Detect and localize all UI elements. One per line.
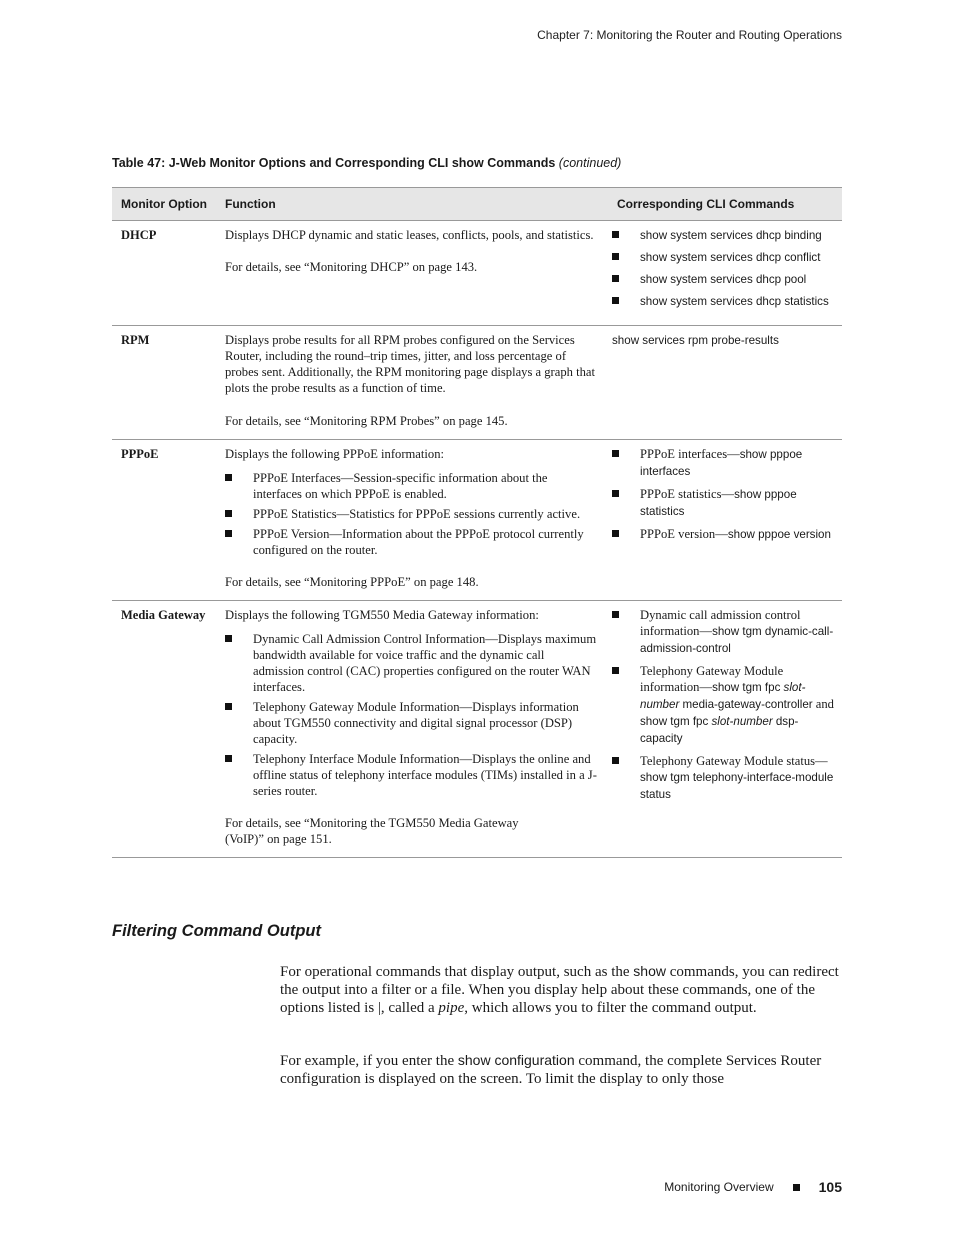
cli-argument: slot-number — [711, 715, 773, 728]
cli-argument: slot-number — [640, 681, 806, 711]
column-header-monitor-option: Monitor Option — [112, 188, 218, 221]
paragraph-text: , which allows you to filter the command output. — [464, 1000, 757, 1016]
square-bullet-icon — [612, 231, 619, 238]
list-item — [612, 753, 840, 803]
cli-command: show pppoe statistics — [640, 488, 797, 518]
function-description: Displays the following TGM550 Media Gateway information: — [225, 608, 539, 622]
list-item — [612, 663, 840, 747]
conjunction-text: and — [815, 697, 834, 711]
list-item — [612, 249, 840, 266]
cli-cell — [607, 221, 842, 326]
square-bullet-icon — [612, 667, 619, 674]
list-item — [612, 271, 840, 288]
table-caption-title: Table 47: J-Web Monitor Options and Corresponding CLI show Commands — [112, 156, 556, 170]
cli-command: show system services dhcp binding — [640, 229, 822, 242]
list-item-text: Dynamic Call Admission Control Information—Displays maximum bandwidth available for voice traffic and the dynamic call admission control (CAC) properties configured on the router WAN interfaces. — [253, 632, 597, 694]
list-item-text: Telephony Gateway Module information— — [640, 664, 784, 694]
table-caption — [112, 156, 621, 170]
footer-section-name: Monitoring Overview — [664, 1180, 774, 1194]
cli-list — [612, 607, 840, 803]
list-item — [612, 607, 840, 657]
square-bullet-icon — [225, 474, 232, 481]
cli-command: show pppoe interfaces — [640, 448, 803, 478]
square-bullet-icon — [612, 275, 619, 282]
list-item — [225, 699, 597, 747]
cli-command: show tgm telephony-interface-module status — [640, 771, 834, 801]
function-cell — [218, 440, 607, 601]
list-item — [612, 293, 840, 310]
square-bullet-icon — [793, 1184, 800, 1191]
cli-command: show system services dhcp pool — [640, 273, 807, 286]
paragraph-text: For operational commands that display output, such as the — [280, 964, 630, 980]
square-bullet-icon — [225, 510, 232, 517]
square-bullet-icon — [225, 530, 232, 537]
list-item — [225, 751, 597, 799]
monitor-option-cell: Media Gateway — [112, 601, 218, 858]
list-item — [612, 526, 840, 543]
square-bullet-icon — [612, 450, 619, 457]
list-item — [225, 526, 597, 558]
square-bullet-icon — [225, 703, 232, 710]
list-item-text: PPPoE version— — [640, 527, 728, 541]
function-cell — [218, 601, 607, 858]
paragraph-text: For example, if you enter the — [280, 1053, 455, 1069]
details-reference: For details, see “Monitoring RPM Probes” on page 145. — [225, 414, 508, 428]
list-item — [225, 506, 597, 522]
function-bullet-list — [225, 631, 597, 799]
cli-command: show tgm dynamic-call-admission-control — [640, 625, 834, 655]
square-bullet-icon — [612, 490, 619, 497]
list-item-text: PPPoE Interfaces—Session-specific information about the interfaces on which PPPoE is enabled. — [253, 471, 548, 501]
cli-command: show tgm fpc — [712, 681, 781, 694]
monitor-option-cell: RPM — [112, 326, 218, 440]
list-item-text: PPPoE Version—Information about the PPPoE protocol currently configured on the router. — [253, 527, 584, 557]
emphasis-text: pipe — [438, 1000, 465, 1016]
inline-command: show — [633, 963, 666, 979]
page-number: 105 — [818, 1179, 842, 1195]
running-header: Chapter 7: Monitoring the Router and Routing Operations — [537, 28, 842, 42]
cli-command: show tgm fpc — [640, 715, 709, 728]
column-header-function: Function — [218, 188, 607, 221]
list-item-text: Telephony Gateway Module status— — [640, 754, 828, 768]
square-bullet-icon — [612, 253, 619, 260]
list-item-text: PPPoE statistics— — [640, 487, 735, 501]
column-header-cli-commands: Corresponding CLI Commands — [607, 188, 842, 221]
cli-command: dsp-capacity — [640, 715, 799, 745]
cli-command: show system services dhcp conflict — [640, 251, 821, 264]
monitor-option-cell: PPPoE — [112, 440, 218, 601]
cli-list — [612, 227, 840, 310]
list-item — [225, 631, 597, 695]
section-heading: Filtering Command Output — [112, 922, 321, 940]
body-paragraph-1 — [280, 962, 846, 1017]
square-bullet-icon — [612, 611, 619, 618]
details-reference: For details, see “Monitoring the TGM550 Media Gateway (VoIP)” on page 151. — [225, 816, 519, 846]
function-description: Displays DHCP dynamic and static leases, conflicts, pools, and statistics. — [225, 228, 594, 242]
cli-list — [612, 446, 840, 543]
square-bullet-icon — [225, 635, 232, 642]
function-description: Displays probe results for all RPM probes configured on the Services Router, including the round–trip times, jitter, and loss percentage of probes sent. Additionally, the RPM monitoring page displays a graph that plots the probe results as a function of time. — [225, 333, 595, 395]
inline-command: show configuration — [457, 1052, 575, 1068]
table-header-row — [112, 188, 842, 221]
monitor-options-table — [112, 187, 842, 858]
cli-command: show pppoe version — [727, 528, 831, 541]
cli-command: media-gateway-controller — [682, 698, 813, 711]
cli-cell — [607, 601, 842, 858]
details-reference: For details, see “Monitoring DHCP” on page 143. — [225, 260, 478, 274]
cli-command: show services rpm probe-results — [612, 334, 779, 347]
square-bullet-icon — [612, 757, 619, 764]
function-cell — [218, 326, 607, 440]
list-item-text: Telephony Interface Module Information—Displays the online and offline status of telephony interface modules (TIMs) installed in a J-series router. — [253, 752, 597, 798]
details-reference: For details, see “Monitoring PPPoE” on page 148. — [225, 575, 479, 589]
table-row-dhcp — [112, 221, 842, 326]
cli-cell — [607, 326, 842, 440]
list-item-text: PPPoE Statistics—Statistics for PPPoE sessions currently active. — [253, 507, 581, 521]
list-item-text: Telephony Gateway Module Information—Displays information about TGM550 connectivity and digital signal processor (DSP) capacity. — [253, 700, 579, 746]
body-paragraph-2 — [280, 1051, 846, 1088]
list-item — [612, 227, 840, 244]
square-bullet-icon — [612, 530, 619, 537]
table-row-pppoe — [112, 440, 842, 601]
list-item-text: Dynamic call admission control information— — [640, 608, 801, 638]
table-row-media-gateway — [112, 601, 842, 858]
paragraph-text: command, the complete Services Router configuration is displayed on the screen. To limit the display to only those — [280, 1053, 822, 1087]
list-item — [612, 446, 840, 480]
function-bullet-list — [225, 470, 597, 558]
square-bullet-icon — [612, 297, 619, 304]
table-row-rpm — [112, 326, 842, 440]
list-item — [225, 470, 597, 502]
table-caption-continued: (continued) — [558, 156, 622, 170]
cli-cell — [607, 440, 842, 601]
paragraph-text: commands, you can redirect the output into a filter or a file. When you display help about these commands, one of the options listed is |, called a — [280, 964, 839, 1016]
function-cell — [218, 221, 607, 326]
list-item-text: PPPoE interfaces— — [640, 447, 740, 461]
list-item — [612, 486, 840, 520]
square-bullet-icon — [225, 755, 232, 762]
function-description: Displays the following PPPoE information: — [225, 447, 444, 461]
page-footer — [664, 1179, 842, 1195]
cli-command: show system services dhcp statistics — [640, 295, 829, 308]
monitor-option-cell: DHCP — [112, 221, 218, 326]
